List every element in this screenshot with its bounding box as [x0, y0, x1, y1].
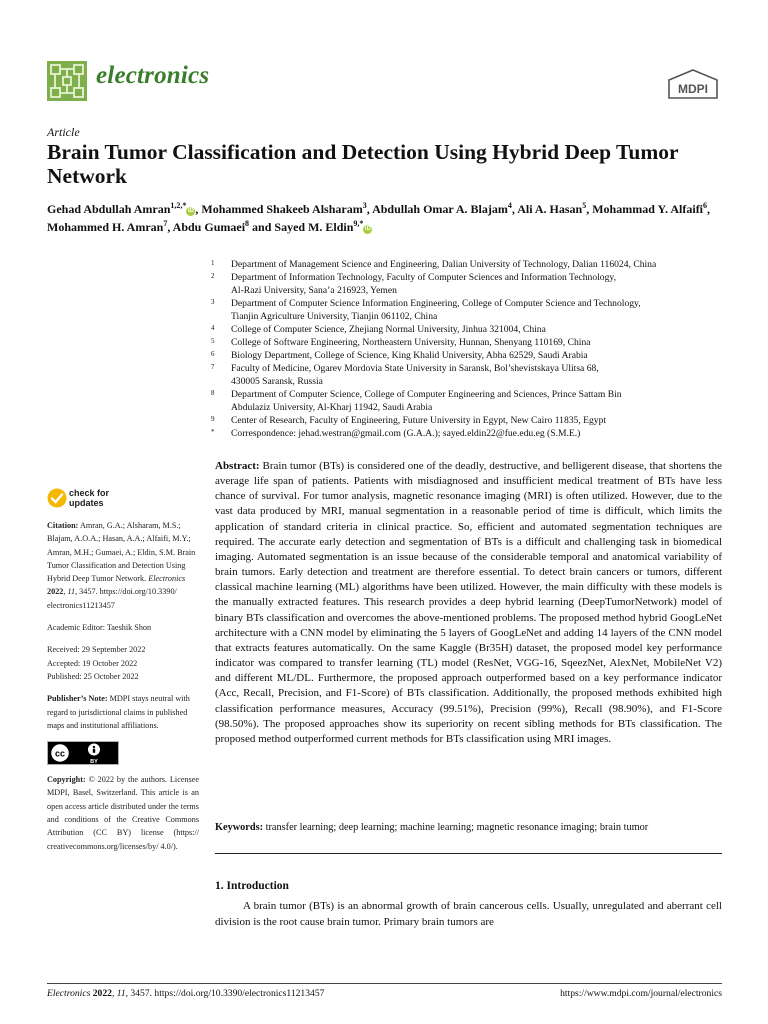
affiliation-number: 8	[211, 389, 215, 397]
author	[517, 202, 586, 216]
sidebar	[47, 519, 199, 862]
footer-year: 2022	[92, 988, 112, 999]
affiliation-line: Abdulaziz University, Al-Kharj 11942, Saudi Arabia	[231, 402, 433, 413]
footer-journal-url[interactable]: https://www.mdpi.com/journal/electronics	[560, 988, 722, 999]
author-affiliation-marker: 7	[163, 219, 168, 228]
author	[173, 220, 249, 234]
cc-by-license-icon[interactable]	[47, 741, 119, 765]
author-affiliation-marker: 5	[582, 201, 587, 210]
academic-editor: Academic Editor: Taeshik Shon	[47, 623, 152, 633]
orcid-icon[interactable]: iD	[187, 208, 194, 214]
mdpi-logo-text: MDPI	[678, 82, 708, 96]
citation-journal: Electronics	[148, 574, 186, 584]
affiliation-line: Biology Department, College of Science, King Khalid University, Abha 62529, Saudi Arabia	[231, 350, 588, 361]
paper-title: Brain Tumor Classification and Detection Using Hybrid Deep Tumor Network	[47, 140, 679, 188]
author-name: Mohammad Y. Alfaifi	[592, 202, 704, 216]
affiliation-line: Department of Management Science and Engineering, Dalian University of Technology, Dalian 116024, China	[231, 259, 657, 270]
affiliation-number: 3	[211, 298, 215, 306]
affiliation-item	[211, 336, 726, 349]
author-name: Mohammed Shakeeb Alsharam	[201, 202, 363, 216]
footer-doi-link[interactable]: , 3457. https://doi.org/10.3390/electronics11213457	[125, 988, 325, 999]
affiliation-item	[211, 414, 726, 427]
publisher-note	[47, 692, 199, 732]
publisher-note-label: Publisher’s Note:	[47, 694, 108, 704]
citation-year: 2022	[47, 587, 64, 597]
keywords	[215, 821, 722, 835]
copyright-block	[47, 773, 199, 853]
author	[47, 202, 195, 216]
citation-label: Citation:	[47, 521, 79, 530]
publisher-note-text: MDPI stays neutral with regard to jurisdictional claims in published maps and institutional affiliations.	[47, 694, 190, 730]
author	[201, 202, 366, 216]
affiliation-line: Department of Information Technology, Faculty of Computer Sciences and Information Technology,	[231, 272, 616, 283]
affiliation-item	[211, 362, 726, 388]
keywords-text: transfer learning; deep learning; machine learning; magnetic resonance imaging; brain tumor	[265, 822, 649, 833]
affiliation-item	[211, 271, 726, 297]
author	[372, 202, 512, 216]
affiliation-number: *	[211, 428, 215, 436]
affiliation-line: Al-Razi University, Sana’a 216923, Yemen	[231, 285, 397, 296]
copyright-text: © 2022 by the authors. Licensee MDPI, Basel, Switzerland. This article is an open access article distributed under the terms and conditions of the Creative Commons Attribution (CC BY) license (https:// creativecommons.org/licenses/by/ 4.0/).	[47, 775, 200, 851]
author-affiliation-marker: 4	[507, 201, 512, 210]
author-affiliation-marker: 9,	[353, 219, 360, 228]
footer-volume: 11	[116, 988, 126, 999]
affiliation-item	[211, 349, 726, 362]
author-affiliation-marker: 6	[703, 201, 708, 210]
affiliation-item	[211, 427, 726, 440]
author	[274, 220, 372, 234]
affiliation-line: Faculty of Medicine, Ogarev Mordovia State University in Saransk, Bol’shevistskaya Ulitsa 68,	[231, 363, 599, 374]
footer-divider	[47, 983, 722, 984]
corresponding-author-marker: *	[182, 201, 187, 210]
author-name: Ali A. Hasan	[517, 202, 583, 216]
author-name: Abdullah Omar A. Blajam	[372, 202, 508, 216]
received-date: Received: 29 September 2022	[47, 645, 146, 655]
author-list: Gehad Abdullah Amran$^{1,2,*}$iD , Mohammed Shakeeb Alsharam$^3$, Abdullah Omar A. Blajam$^4$, Ali A. Hasan$^5$, Mohammad Y. Alfaifi$^6$, Mohammed H. Amran$^7$, Abdu Gumaei$^8$ and Sayed M. Eldin$^{9,*}$iD	[47, 201, 711, 234]
affiliation-number: 2	[211, 272, 215, 280]
author-name: Gehad Abdullah Amran	[47, 202, 171, 216]
journal-logo-icon	[47, 61, 87, 101]
citation-text: Amran, G.A.; Alsharam, M.S.; Blajam, A.O.A.; Hasan, A.A.; Alfaifi, M.Y.; Amran, M.H.; Gumaei, A.; Eldin, S.M. Brain Tumor Classification and Detection Using Hybrid Deep Tumor Network.	[47, 521, 196, 584]
author-name: Mohammed H. Amran	[47, 220, 164, 234]
affiliation-line: Center of Research, Faculty of Engineering, Future University in Egypt, New Cairo 11835, Egypt	[231, 415, 607, 426]
affiliation-item	[211, 388, 726, 414]
check-for-updates-button[interactable]	[47, 488, 127, 514]
affiliation-line: 430005 Saransk, Russia	[231, 376, 323, 387]
affiliation-number: 6	[211, 350, 215, 358]
check-for-updates-icon	[47, 488, 67, 508]
mdpi-logo-icon	[667, 68, 719, 100]
author	[592, 202, 707, 216]
by-label: BY	[90, 759, 98, 766]
footer-journal: Electronics	[47, 988, 91, 999]
cc-label: cc	[54, 748, 66, 759]
affiliation-line: College of Computer Science, Zhejiang Normal University, Jinhua 321004, China	[231, 324, 546, 335]
footer-citation: Electronics 2022, 11, 3457. https://doi.org/10.3390/electronics11213457	[47, 988, 325, 999]
affiliation-number: 7	[211, 363, 215, 371]
accepted-date: Accepted: 19 October 2022	[47, 658, 138, 668]
published-date: Published: 25 October 2022	[47, 671, 139, 681]
corresponding-author-marker: *	[359, 219, 364, 228]
article-type: Article	[47, 125, 80, 139]
check-updates-line1: check for	[69, 488, 110, 498]
affiliation-number: 9	[211, 415, 215, 423]
affiliation-item	[211, 297, 726, 323]
section-divider	[215, 853, 722, 854]
affiliation-line: Department of Computer Science Information Engineering, College of Computer Science and Technology,	[231, 298, 641, 309]
affiliation-line: Tianjin Agriculture University, Tianjin 061102, China	[231, 311, 438, 322]
affiliation-line: Department of Computer Science, College of Computer Engineering and Sciences, Prince Sattam Bin	[231, 389, 622, 400]
affiliation-item	[211, 258, 726, 271]
journal-name: electronics	[96, 62, 210, 89]
check-updates-line2: updates	[69, 497, 104, 508]
author-affiliation-marker: 1,2,	[170, 201, 183, 210]
affiliation-number: 1	[211, 259, 215, 267]
introduction-text: A brain tumor (BTs) is an abnormal growth of brain cancerous cells. Usually, unregulated and aberrant cell division is the root cause brain tumor. Primary brain tumors are	[215, 900, 722, 928]
section-heading: 1. Introduction	[215, 880, 289, 892]
citation-block: Citation: Amran, G.A.; Alsharam, M.S.; Blajam, A.O.A.; Hasan, A.A.; Alfaifi, M.Y.; Amran, M.H.; Gumaei, A.; Eldin, S.M. Brain Tumor Classification and Detection Using Hybrid Deep Tumor Network. Electronics 2022, 11, 3457. https://doi.org/10.3390/ electronics11213457	[47, 521, 196, 610]
copyright-label: Copyright:	[47, 775, 86, 785]
author	[47, 220, 167, 234]
abstract	[215, 459, 722, 747]
affiliation-number: 5	[211, 337, 215, 345]
abstract-label: Abstract:	[215, 460, 260, 472]
affiliation-line: Correspondence: jehad.westran@gmail.com (G.A.A.); sayed.eldin22@fue.edu.eg (S.M.E.)	[231, 428, 581, 439]
author-name: Abdu Gumaei	[172, 220, 246, 234]
affiliation-item	[211, 323, 726, 336]
orcid-icon[interactable]: iD	[364, 226, 371, 232]
abstract-text: Brain tumor (BTs) is considered one of the deadly, destructive, and belligerent disease, that shortens the average life span of patients. Patients with misdiagnosed and insufficient medical treatment of BTs have less chance of survival. For tumor analysis, magnetic resonance imaging (MRI) is often utilized. However, due to the vast data produced by MRI, manual segmentation in a reasonable period of time is difficult, which limits the application of standard criteria in clinical practice. So, efficient and automated segmentation techniques are required. The accurate early detection and segmentation of BTs is a difficult and challenging task in biomedical imaging. Automated segmentation is an issue because of the considerable temporal and anatomical variability of brain tumors. Early detection and treatment are therefore essential. To detect brain cancers or tumors, different classical machine learning (ML) algorithms have been utilized. However, the main difficulty with these models is the manually extracted features. This research provides a deep hybrid learning (DeepTumorNetwork) model of binary BTs classification and overcomes the above-mentioned problems. The proposed method hybrid GoogLeNet architecture with a CNN model by eliminating the 5 layers of GoogLeNet and adding 14 layers of the CNN model that extracts features automatically. On the same Kaggle (Br35H) dataset, the proposed model key performance indicator was compared to transfer learning (TL) model (ResNet, VGG-16, SqeezNet, AlexNet, MobileNet V2) and different ML/DL. Furthermore, the proposed approach outperformed based on a key performance indicator (Acc, Recall, Precision, and F1-Score) of BTs classification. Additionally, the proposed methods exhibited high classification performance measures, Accuracy (99.51%), Precision (99%), Recall (98.90%), and F1-Score (98.50%). The proposed approaches show its superiority on recent sibling methods for BTs classification. The proposed method outperformed current methods for BTs classification using MRI images.	[215, 460, 722, 745]
affiliation-line: College of Software Engineering, Northeastern University, Hunnan, Shenyang 110169, China	[231, 337, 591, 348]
author-affiliation-marker: 8	[245, 219, 250, 228]
citation-volume: 11	[67, 587, 76, 597]
author-affiliation-marker: 3	[362, 201, 367, 210]
author-name: Sayed M. Eldin	[274, 220, 354, 234]
citation-doi[interactable]: , 3457. https://doi.org/10.3390/ electronics11213457	[47, 587, 177, 610]
affiliation-number: 4	[211, 324, 215, 332]
keywords-label: Keywords:	[215, 822, 264, 833]
affiliation-list	[211, 258, 726, 440]
